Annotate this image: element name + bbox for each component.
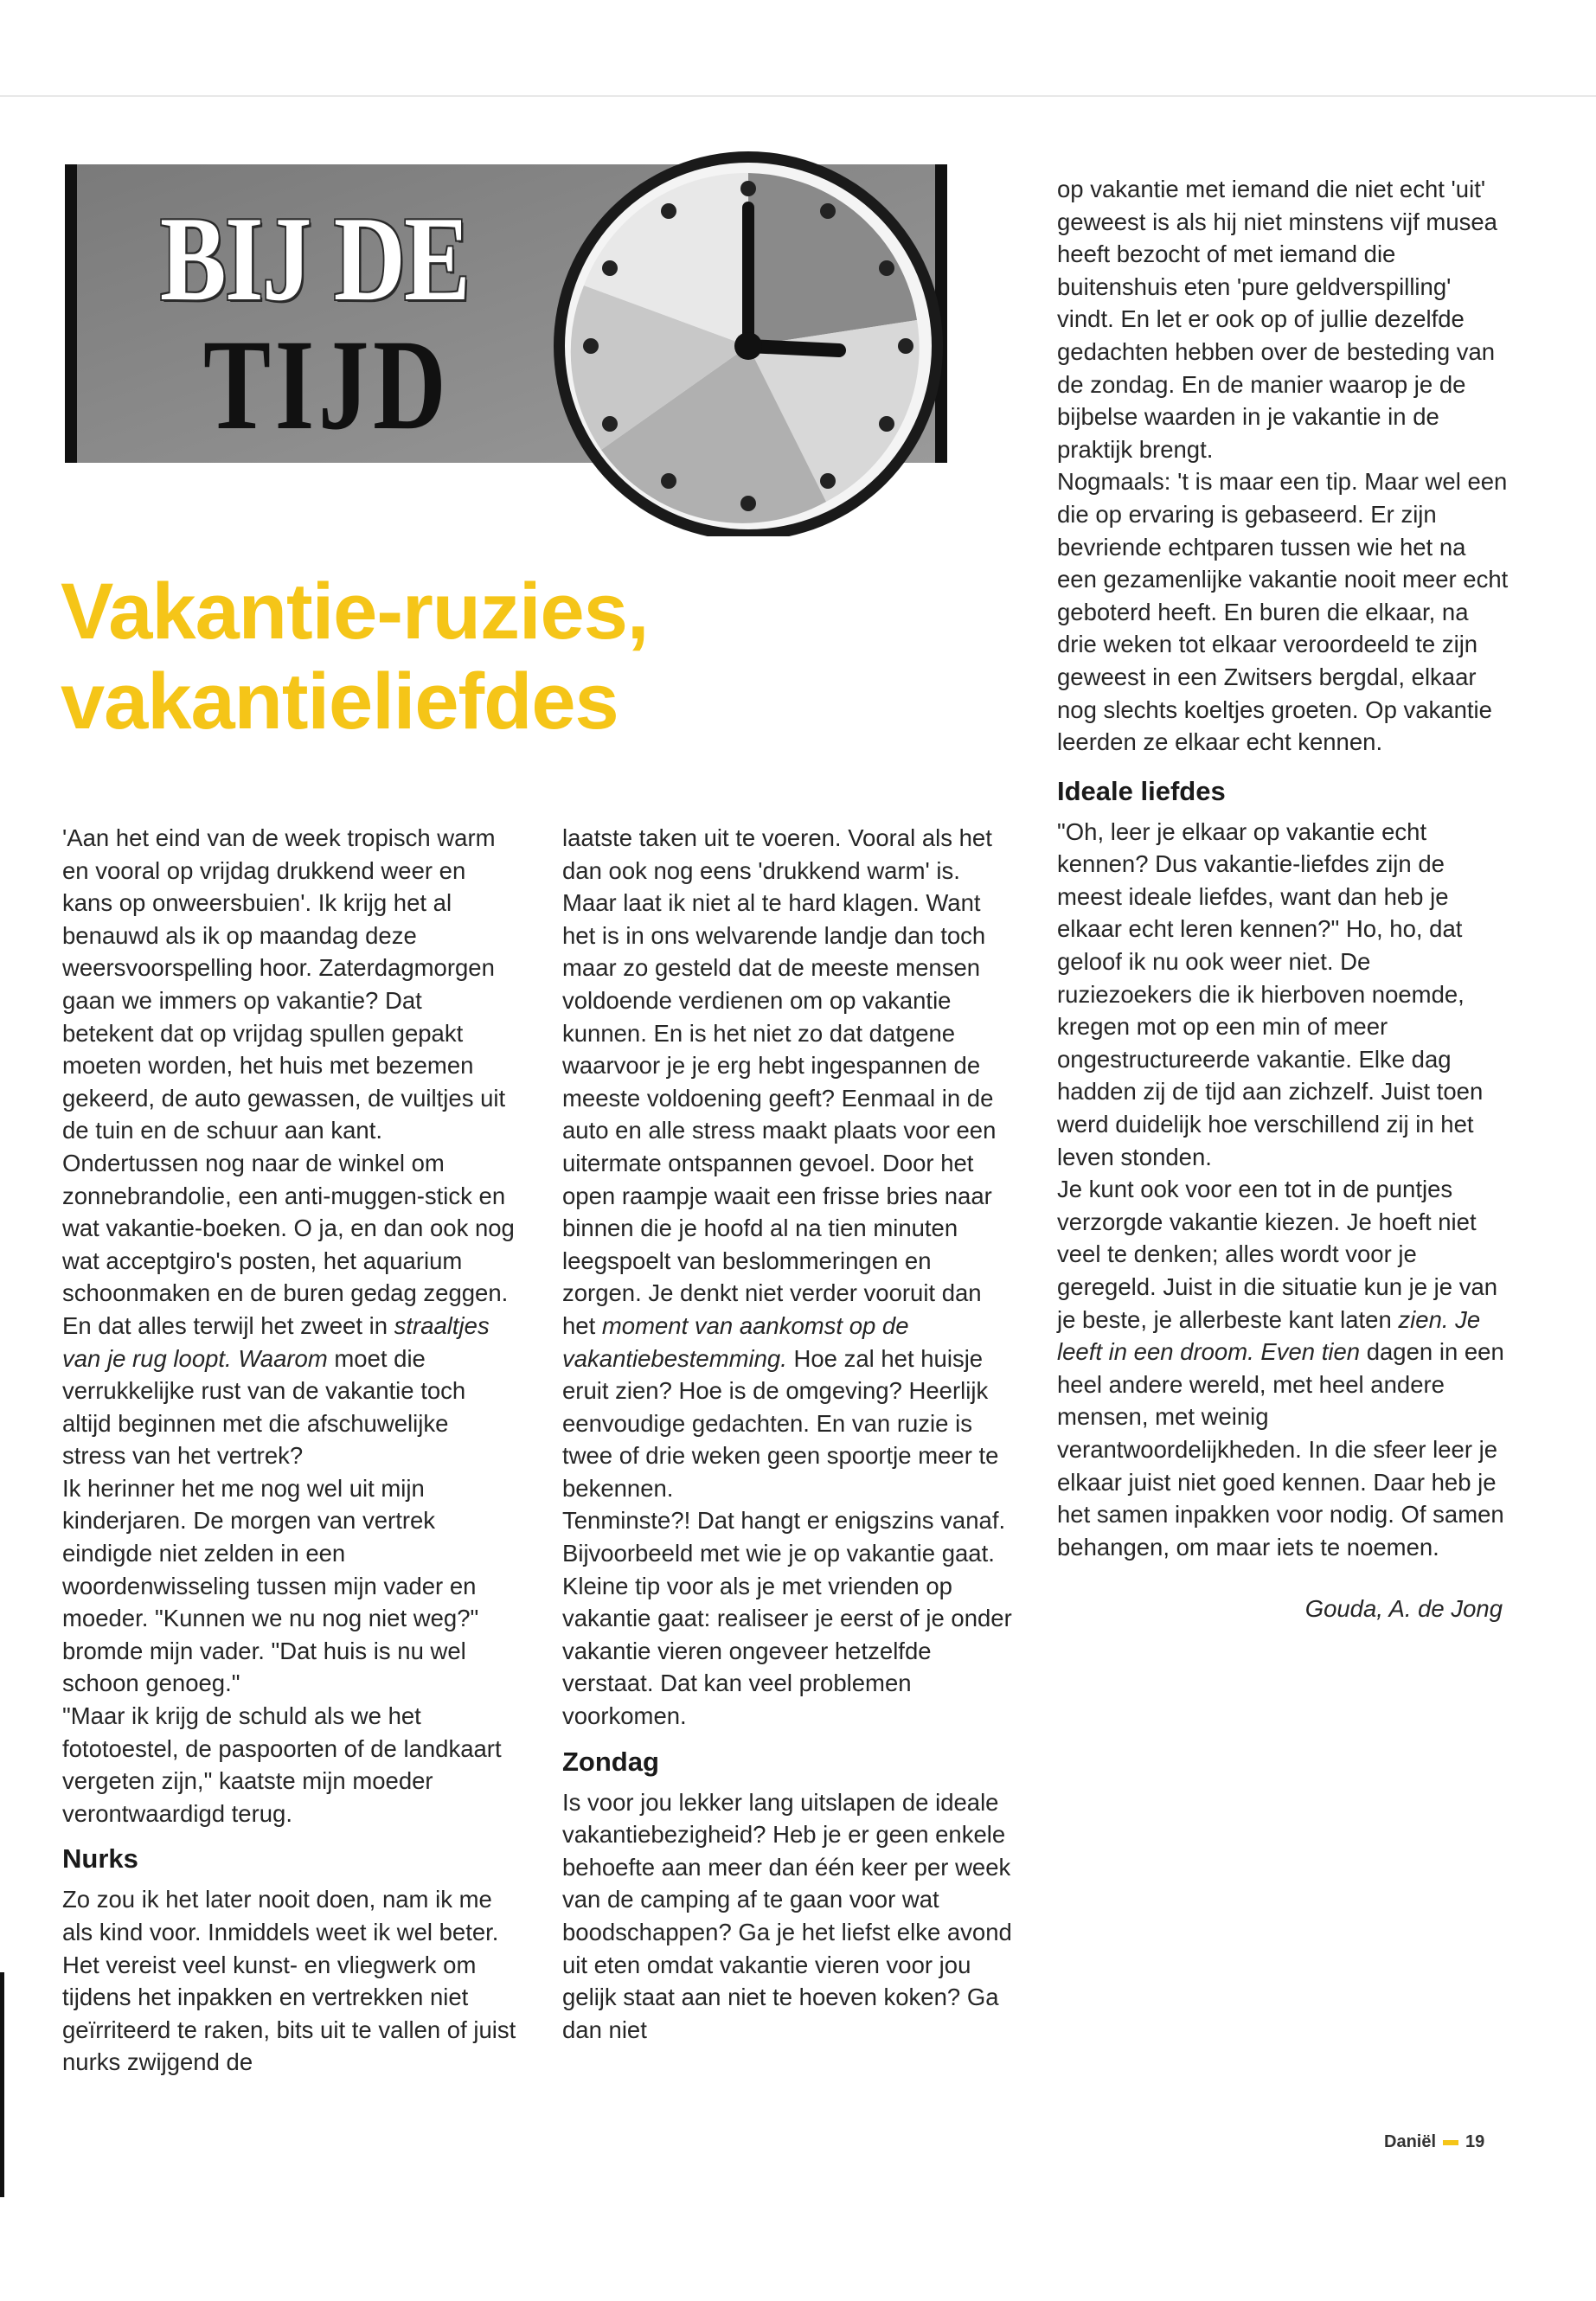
paragraph: op vakantie met iemand die niet echt 'uit' geweest is als hij niet minstens vijf musea heeft bezocht of met iemand die buitenshuis eten 'pure geldverspilling' vindt. En let er ook op of jullie dezelfde gedachten hebben over de besteding van de zondag. En de manier waarop je de bijbelse waarden in je vakantie in de praktijk brengt. [1057, 176, 1497, 463]
article-headline [61, 567, 1012, 747]
subheading-ideale-liefdes: Ideale liefdes [1057, 775, 1226, 806]
headline-line-2: vakantieliefdes [61, 657, 619, 746]
banner-left-bar [65, 164, 77, 463]
paragraph: laatste taken uit te voeren. Vooral als het dan ook nog eens 'drukkend warm' is. [562, 824, 992, 884]
scan-edge-line [0, 95, 1596, 97]
paragraph: Is voor jou lekker lang uitslapen de ideale vakantiebezigheid? Heb je er geen enkele behoefte aan meer dan één keer per week van de camping af te gaan voor wat boodschappen? Ga je het liefst elke avond uit eten omdat vakantie vieren voor jou gelijk staat aan niet te hoeven koken? Ga dan niet [562, 1788, 1012, 2043]
magazine-name: Daniël [1384, 2132, 1437, 2151]
emphasis-text: moment van aankomst op de vakantiebestemming. [562, 1311, 909, 1372]
paragraph: 'Aan het eind van de week tropisch warm en vooral op vrijdag drukkend weer en kans op onweersbuien'. Ik krijg het al benauwd als ik op maandag deze weersvoorspelling hoor. Zaterdagmorgen gaan we immers op vakantie? Dat betekent dat op vrijdag spullen gepakt moeten worden, het huis met bezemen gekeerd, de auto gewassen, de vuiltjes uit de tuin en de schuur aan kant. Ondertussen nog naar de winkel om zonnebrandolie, een anti-muggen-stick en wat vakantie-boeken. O ja, en dan ook nog wat acceptgiro's posten, het aquarium schoonmaken en de buren gedag zeggen. En dat alles terwijl het zweet in straaltjes van je rug loopt. Waarom moet die verrukkelijke rust van de vakantie toch altijd beginnen met die afschuwelijke stress van het vertrek? [62, 824, 515, 1470]
paragraph: Ik herinner het me nog wel uit mijn kinderjaren. De morgen van vertrek eindigde niet zelden in een woordenwisseling tussen mijn vader en moeder. "Kunnen we nu nog niet weg?" bromde mijn vader. "Dat huis is nu wel schoon genoeg." [62, 1474, 479, 1697]
article-column-1 [62, 822, 516, 2079]
paragraph: Nogmaals: 't is maar een tip. Maar wel een die op ervaring is gebaseerd. Er zijn bevriende echtparen tussen wie het na een gezamenlijke vakantie nooit meer echt geboterd heeft. En buren die elkaar, na drie weken tot elkaar veroordeeld te zijn geweest in een Zwitsers bergdal, elkaar nog slechts koeltjes groeten. Op vakantie leerden ze elkaar echt kennen. [1057, 468, 1509, 756]
subheading-zondag: Zondag [562, 1746, 659, 1777]
column-logo [65, 138, 956, 536]
subheading-nurks: Nurks [62, 1843, 138, 1875]
article-column-3 [1057, 173, 1511, 1625]
paragraph: Je kunt ook voor een tot in de puntjes verzorgde vakantie kiezen. Je hoeft niet veel te denken; alles wordt voor je geregeld. Juist in die situatie kun je je van je beste, je allerbeste kant laten zien. Je leeft in een droom. Even tien dagen in een heel andere wereld, met heel andere mensen, met weinig verantwoordelijkheden. In die sfeer leer je elkaar juist niet goed kennen. Daar heb je het samen inpakken voor nodig. Of samen behangen, om maar iets te noemen. [1057, 1176, 1504, 1561]
scan-binding-edge [0, 1972, 4, 2197]
logo-text-tijd: TIJD [203, 313, 451, 457]
paragraph: "Maar ik krijg de schuld als we het fototoestel, de paspoorten of de landkaart vergeten zijn," kaatste mijn moeder verontwaardigd terug. [62, 1702, 502, 1827]
article-column-2 [562, 822, 1016, 2046]
paragraph: Maar laat ik niet al te hard klagen. Want het is in ons welvarende landje dan toch maar zo gesteld dat de meeste mensen voldoende verdienen om op vakantie kunnen. En is het niet zo dat datgene waarvoor je je erg hebt ingespannen de meeste voldoening geeft? Eenmaal in de auto en alle stress maakt plaats voor een uitermate ontspannen gevoel. Door het open raampje waait een frisse bries naar binnen die je hoofd al na tien minuten leegspoelt van beslommeringen en zorgen. Je denkt niet verder vooruit dan het moment van aankomst op de vakantiebestemming. Hoe zal het huisje eruit zien? Hoe is de omgeving? Heerlijk eenvoudige gedachten. En van ruzie is twee of drie weken geen spoortje meer te bekennen. [562, 889, 999, 1502]
author-signature: Gouda, A. de Jong [1304, 1595, 1503, 1623]
folio-marker [1443, 2140, 1458, 2145]
emphasis-text: zien. Je leeft in een droom. Even tien [1057, 1305, 1481, 1366]
page-footer [1384, 2132, 1484, 2152]
headline-line-1: Vakantie-ruzies, [61, 567, 649, 656]
emphasis-text: straaltjes van je rug loopt. Waarom [62, 1311, 490, 1372]
page-number: 19 [1465, 2132, 1485, 2151]
paragraph: Tenminste?! Dat hangt er enigszins vanaf. Bijvoorbeeld met wie je op vakantie gaat. Kleine tip voor als je met vrienden op vakantie gaat: realiseer je eerst of je onder vakantie vieren ongeveer hetzelfde verstaat. Dat kan veel problemen voorkomen. [562, 1507, 1012, 1730]
logo-text-bij-de: BIJ DE [160, 192, 469, 326]
paragraph: "Oh, leer je elkaar op vakantie echt kennen? Dus vakantie-liefdes zijn de meest ideale liefdes, want dan heb je elkaar echt leren kennen?" Ho, ho, dat geloof ik nu ook weer niet. De ruziezoekers die ik hierboven noemde, kregen mot op een min of meer ongestructureerde vakantie. Elke dag hadden zij de tijd aan zichzelf. Juist toen werd duidelijk hoe verschillend zij in het leven stonden. [1057, 817, 1484, 1170]
paragraph: Zo zou ik het later nooit doen, nam ik me als kind voor. Inmiddels weet ik wel beter. Het vereist veel kunst- en vliegwerk om tijdens het inpakken en vertrekken niet geïrriteerd te raken, bits uit te vallen of juist nurks zwijgend de [62, 1886, 516, 2076]
clock-icon [554, 151, 943, 536]
